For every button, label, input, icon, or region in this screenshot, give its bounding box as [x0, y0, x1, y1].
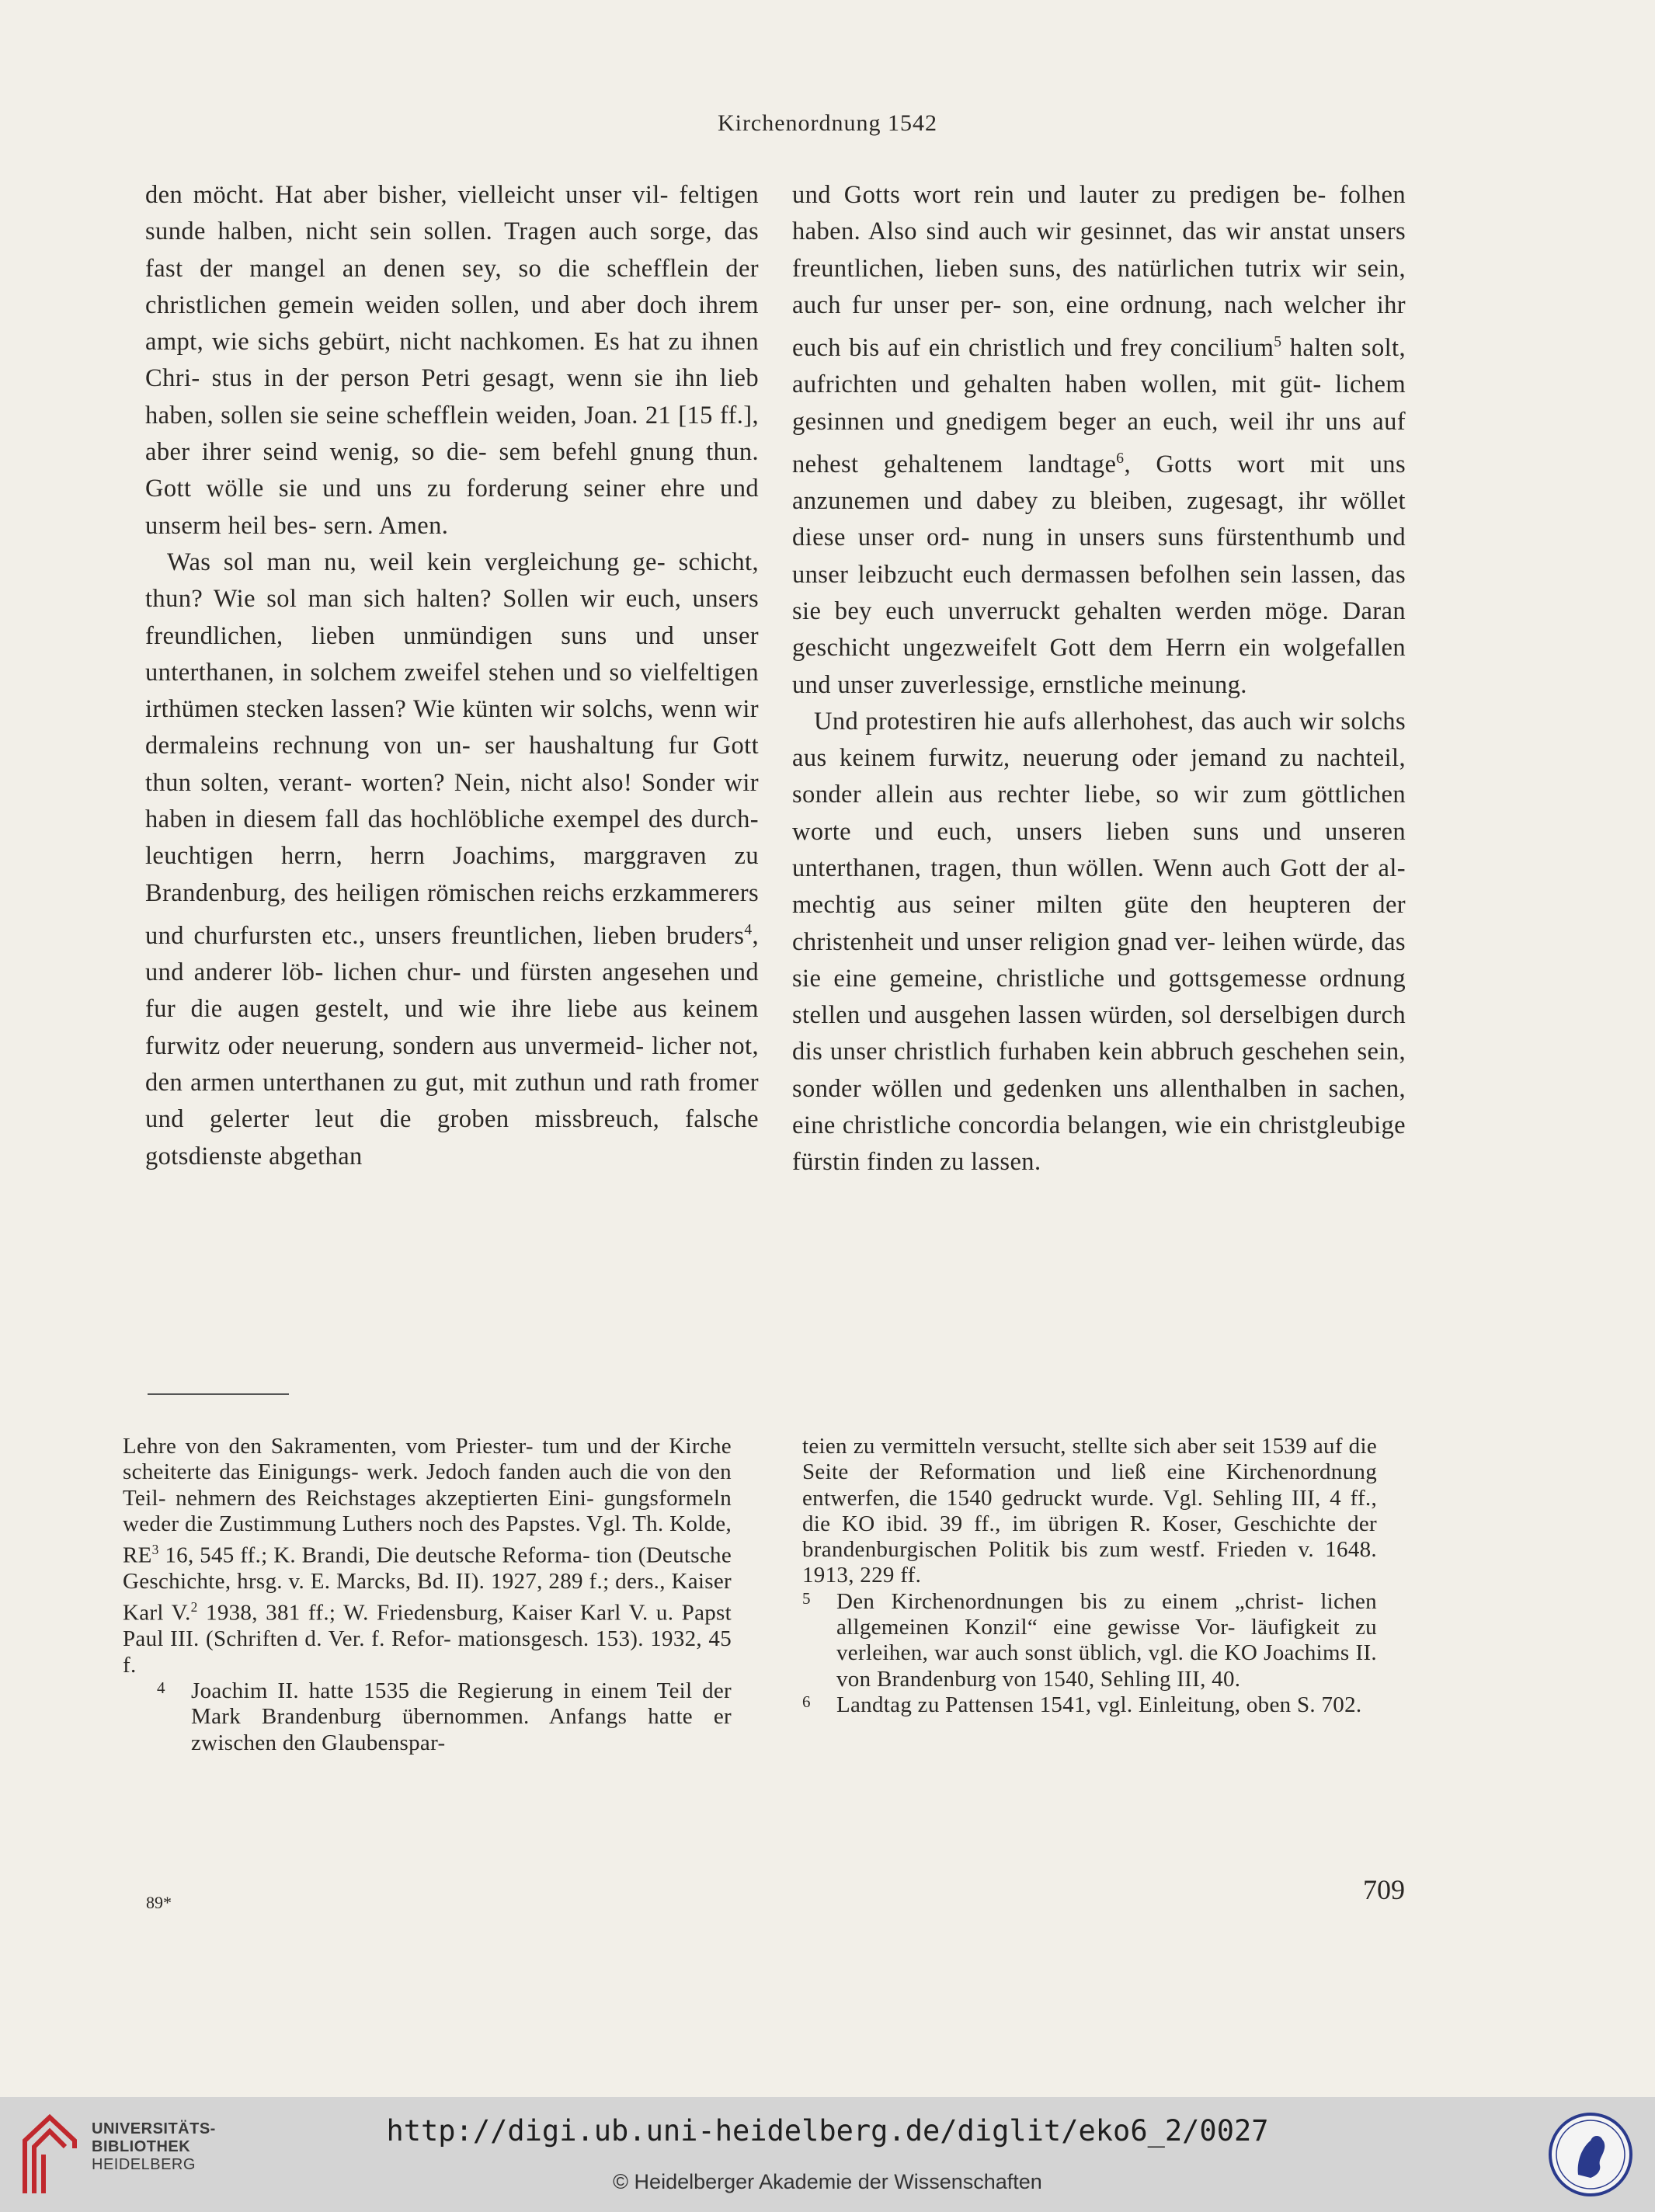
text-line: mechtig aus seiner milten güte den heupteren: [792, 891, 1373, 920]
text-line: solchem zweifel stehen und so vielfeltigen: [310, 658, 759, 687]
text-line: 1938,: [197, 1601, 266, 1626]
text-line: zu forderung seiner ehre und unserm heil bes-: [145, 475, 759, 540]
text-line: das sie bey euch unverruckt gehalten werden: [792, 560, 1406, 625]
text-line: lichem gesinnen und gnedigem beger an euch,: [792, 370, 1406, 436]
text-line: zuthun und rath fromer und gelerter leut die: [145, 1068, 759, 1134]
text-line: ser haushaltung fur Gott thun solten, verant-: [145, 732, 759, 797]
text-line: Bd. II). 1927, 289 f.; ders., Kaiser Karl V.: [123, 1569, 732, 1626]
text-line: oben S. 702.: [1246, 1692, 1362, 1717]
text-line: erzkammerers und churfursten etc., unsers: [145, 878, 759, 950]
text-line: nehmern des Reichstages akzeptierten Eini-: [176, 1485, 604, 1511]
text-line: ein christlich und frey concilium: [928, 334, 1274, 363]
note-reference: 2: [190, 1599, 198, 1616]
text-line: lichen allgemeinen Konzil“ eine gewisse Vor-: [836, 1588, 1377, 1640]
text-line: leuchtigen herrn, herrn Joachims, marggraven: [145, 842, 735, 871]
footnote-number: 6: [802, 1692, 811, 1711]
text-line: 381 ff.; W. Friedensburg, Kaiser Karl V. u.: [266, 1601, 682, 1626]
text-line: sonder wöllen und gedenken uns allenthalben in: [792, 1074, 1329, 1103]
text-line: lichen chur- und fürsten angesehen und fur die: [145, 958, 759, 1024]
text-line: Joachim II. hatte 1535 die Regierung in einem: [191, 1678, 657, 1703]
running-head: Kirchenordnung 1542: [717, 110, 938, 136]
text-line: teien zu vermitteln versucht, stellte sich aber: [802, 1434, 1223, 1459]
text-line: , und anderer löb-: [145, 921, 759, 987]
text-line: schicht, thun? Wie sol man sich halten?: [145, 548, 759, 614]
text-line: Papst Paul III. (Schriften d. Ver. f. Refor-: [123, 1601, 732, 1652]
text-line: der brandenburgischen Politik bis zum westf.: [802, 1511, 1377, 1563]
text-line: sern. Amen.: [323, 511, 449, 540]
text-line: vgl. die KO Joachims II. von Brandenburg: [836, 1640, 1377, 1692]
text-line: tum und der Kirche scheiterte das Einigungs-: [123, 1434, 732, 1485]
text-line: worten? Nein, nicht also! Sonder wir haben in: [145, 768, 759, 834]
paragraph: [792, 177, 1406, 704]
text-line: weil ihr uns auf nehest gehaltenem landtage: [792, 407, 1406, 478]
text-line: so die schefflein der christlichen gemein weiden: [145, 254, 759, 319]
text-line: auch sorge, das fast der mangel an denen sey,: [145, 217, 760, 283]
paragraph: [145, 544, 759, 1175]
note-reference: 4: [744, 921, 753, 938]
text-line: der christenheit und unser religion gnad ver-: [792, 891, 1406, 956]
text-line: unsers lieben suns und unseren unterthanen,: [792, 817, 1406, 882]
footnote-continuation: [123, 1434, 732, 1678]
footnote-6: [802, 1692, 1377, 1718]
text-line: möge. Daran geschicht ungezweifelt Gott dem: [792, 596, 1406, 663]
text-line: gungsformeln weder die Zustimmung Luthers: [123, 1485, 732, 1536]
text-line: furwitz oder neuerung, sondern aus unvermeid-: [145, 1031, 652, 1060]
text-line: lassen würden, sol derselbigen durch dis unser: [792, 1001, 1406, 1066]
text-line: ein christgleubige fürstin finden zu lassen.: [792, 1111, 1406, 1177]
text-line: Sollen wir euch, unsers freundlichen, lieben: [145, 585, 759, 650]
text-line: ,: [1124, 450, 1156, 478]
text-line: sachen, eine christliche concordia belangen, wie: [792, 1074, 1406, 1140]
footnote-5: [802, 1589, 1377, 1692]
footnote-4: [157, 1678, 732, 1756]
text-line: groben missbreuch, falsche gotsdienste abgethan: [145, 1105, 760, 1170]
text-line: ernstliche meinung.: [1041, 670, 1247, 699]
paragraph: [145, 177, 759, 544]
text-line: Gotts wort mit uns anzunemen und dabey zu: [792, 450, 1406, 516]
permalink-url[interactable]: http://digi.ub.uni-heidelberg.de/diglit/eko6_2/0027: [386, 2114, 1269, 2148]
text-line: noch des Papstes. Vgl. Th. Kolde, RE: [123, 1511, 732, 1568]
text-line: solchs, wenn wir dermaleins rechnung von un-: [145, 695, 759, 760]
footnote-separator: [148, 1393, 289, 1395]
text-line: ließ eine Kirchenordnung entwerfen, die 1540: [802, 1459, 1377, 1511]
text-line: wir anstat unsers freuntlichen, lieben suns, des: [792, 217, 1406, 283]
text-line: aufrichten und gehalten haben wollen, mit güt-: [792, 370, 1336, 399]
text-line: son, eine ordnung, nach welcher ihr euch bis auf: [792, 290, 1406, 363]
text-line: leibzucht euch dermassen befolhen sein lassen,: [857, 560, 1372, 589]
library-line: HEIDELBERG: [92, 2156, 196, 2173]
text-line: folhen haben. Also sind auch wir gesinnet, das: [792, 181, 1406, 246]
text-line: von 1540, Sehling III, 40.: [1002, 1666, 1241, 1692]
text-line: diesem fall das hochlöbliche exempel des durch-: [243, 805, 759, 834]
text-line: läufigkeit zu verleihen, war auch sonst üblich,: [836, 1615, 1377, 1666]
footnote-continuation: [802, 1434, 1377, 1589]
text-line: und Gotts wort rein und lauter zu predigen be-: [792, 181, 1340, 209]
text-line: freuntlichen, lieben bruders: [450, 921, 745, 950]
note-reference: 3: [151, 1542, 159, 1558]
text-line: Anfangs hatte er zwischen den Glaubenspar-: [191, 1704, 732, 1755]
signature-mark: 89*: [146, 1893, 172, 1912]
text-line: licher not, den armen unterthanen zu gut, mit: [145, 1031, 759, 1097]
academy-seal-logo: [1547, 2111, 1634, 2198]
text-line: sem befehl gnung thun. Gott wölle sie und uns: [145, 438, 759, 503]
text-line: mationsgesch. 153). 1932, 45 f.: [123, 1626, 732, 1678]
text-line: werk. Jedoch fanden auch die von den Teil-: [123, 1459, 732, 1511]
text-line: Den Kirchenordnungen bis zu einem „christ-: [836, 1588, 1321, 1614]
text-line: nung in unsers suns fürstenthumb und unser: [792, 523, 1406, 589]
text-line: Joan. 21 [15 ff.], aber ihrer seind wenig, so die-: [145, 401, 759, 467]
text-line: leihen würde, das sie eine gemeine, christliche: [792, 927, 1406, 993]
text-line: jemand zu nachteil, sonder allein aus rechter: [792, 744, 1406, 809]
text-line: seit 1539 auf die Seite der Reformation und: [802, 1434, 1377, 1485]
copyright-notice: © Heidelberger Akademie der Wissenschaften: [613, 2170, 1042, 2193]
text-line: liebe, so wir zum göttlichen worte und euch,: [792, 781, 1406, 846]
text-line: natürlichen tutrix wir sein, auch fur unser per-: [792, 254, 1406, 319]
text-line: Teil der Mark Brandenburg übernommen.: [191, 1678, 732, 1730]
viewer-footer: [0, 2097, 1655, 2212]
text-line: christlich furhaben kein abbruch geschehen sein,: [894, 1038, 1406, 1066]
page-number: 709: [1363, 1874, 1405, 1905]
text-line: Was sol man nu, weil kein vergleichung ge-: [167, 548, 679, 576]
library-line: UNIVERSITÄTS-: [92, 2120, 216, 2137]
right-text-column: [792, 177, 1406, 1181]
text-line: gedruckt wurde. Vgl. Sehling III, 4 ff., die KO: [802, 1485, 1378, 1536]
text-line: Lehre von den Sakramenten, vom Priester-: [123, 1434, 543, 1459]
text-line: irthümen stecken lassen? Wie künten wir: [145, 695, 582, 724]
text-line: unmündigen suns und unser unterthanen, in: [145, 621, 759, 687]
text-line: ibid. 39 ff., im übrigen R. Koser, Geschichte: [886, 1511, 1348, 1536]
library-line: BIBLIOTHEK: [92, 2138, 191, 2155]
text-line: wir solchs aus keinem furwitz, neuerung oder: [792, 707, 1406, 773]
text-line: feltigen sunde halben, nicht sein sollen. Tragen: [145, 181, 759, 246]
note-reference: 6: [1116, 450, 1125, 467]
text-line: Und protestiren hie aufs allerhohest, das auch: [814, 707, 1299, 736]
text-line: sollen, und aber doch ihrem ampt, wie sichs: [145, 290, 759, 356]
text-line: augen gestelt, und wie ihre liebe aus keinem: [238, 995, 759, 1024]
text-line: lieb haben, sollen sie seine schefflein weiden,: [145, 364, 759, 430]
footnotes-right-column: [802, 1434, 1377, 1718]
footnote-number: 5: [802, 1588, 811, 1608]
left-text-column: [145, 177, 759, 1175]
text-line: Herrn ein wolgefallen und unser zuverlessige,: [792, 634, 1406, 699]
text-line: zu Brandenburg, des heiligen römischen reichs: [145, 842, 759, 907]
footnote-number: 4: [157, 1678, 165, 1697]
text-line: 16, 545 ff.; K. Brandi, Die deutsche Reforma-: [165, 1542, 596, 1568]
text-line: gebürt, nicht nachkomen. Es hat zu ihnen Chri-: [145, 328, 759, 393]
text-line: Frieden v. 1648. 1913, 229 ff.: [802, 1537, 1377, 1588]
paragraph: [792, 704, 1406, 1181]
note-reference: 5: [1274, 334, 1282, 351]
text-line: tragen, thun wöllen. Wenn auch Gott der al-: [930, 854, 1406, 882]
text-line: bleiben, zugesagt, ihr wöllet diese unser ord-: [792, 487, 1406, 552]
text-line: halten solt,: [1281, 334, 1406, 363]
text-line: Landtag zu Pattensen 1541, vgl. Einleitung,: [836, 1692, 1246, 1717]
text-line: und gottsgemesse ordnung stellen und ausgehen: [792, 964, 1406, 1030]
text-line: den möcht. Hat aber bisher, vielleicht unser vil-: [145, 181, 680, 209]
text-line: tion (Deutsche Geschichte, hrsg. v. E. Marcks,: [123, 1542, 732, 1595]
footnotes-left-column: [123, 1434, 732, 1756]
text-line: stus in der person Petri gesagt, wenn sie ihn: [211, 364, 720, 393]
